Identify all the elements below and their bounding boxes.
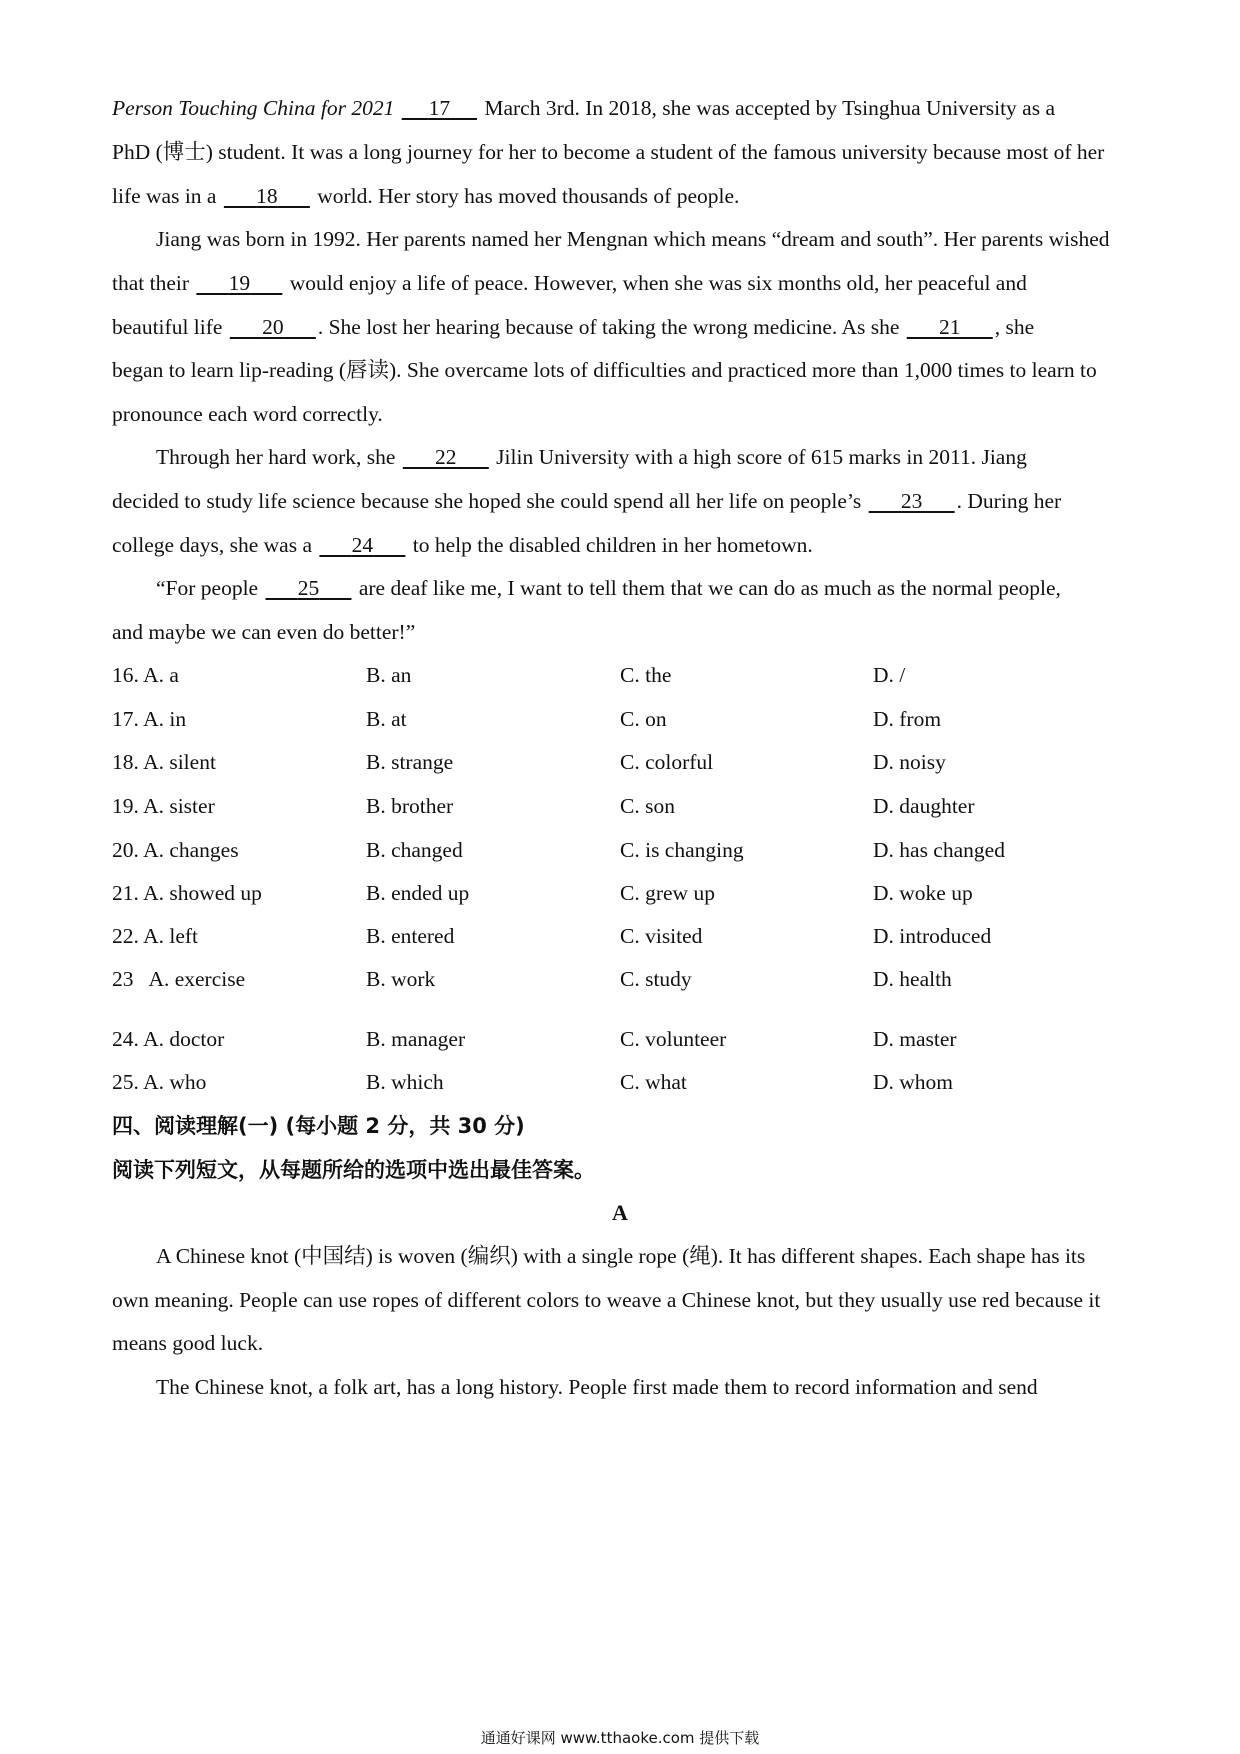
passage-line-10: decided to study life science because she hoped she could spend all her life on people’s 23 . During her <box>112 486 1061 516</box>
passage-line-4: Jiang was born in 1992. Her parents named her Mengnan which means “dream and south”. Her parents wished <box>156 227 1110 251</box>
option-a: 20. A. changes <box>112 838 239 862</box>
section-instruction: 阅读下列短文，从每题所给的选项中选出最佳答案。 <box>112 1158 595 1182</box>
option-b: B. ended up <box>366 881 470 905</box>
option-row-19 <box>0 791 1240 821</box>
option-d: D. daughter <box>873 794 975 818</box>
option-a: 24. A. doctor <box>112 1027 225 1051</box>
option-row-25 <box>0 1067 1240 1097</box>
passage-text: March 3rd. In 2018, she was accepted by Tsinghua University as a <box>484 96 1056 120</box>
option-a: 19. A. sister <box>112 794 215 818</box>
passage-a-line-3: means good luck. <box>112 1331 264 1355</box>
option-c: C. colorful <box>620 750 714 774</box>
option-a: 23 A. exercise <box>112 967 246 991</box>
option-c: C. grew up <box>620 881 715 905</box>
option-c: C. visited <box>620 924 703 948</box>
passage-a-line-4: The Chinese knot, a folk art, has a long history. People first made them to record information and send <box>156 1375 1038 1399</box>
passage-line-13: and maybe we can even do better!” <box>112 620 416 644</box>
blank-18: 18 <box>256 184 278 208</box>
option-a: 17. A. in <box>112 707 187 731</box>
option-b: B. changed <box>366 838 463 862</box>
option-a: 25. A. who <box>112 1070 207 1094</box>
option-a: 21. A. showed up <box>112 881 262 905</box>
option-row-18 <box>0 747 1240 777</box>
option-d: D. has changed <box>873 838 1005 862</box>
option-row-17 <box>0 704 1240 734</box>
option-b: B. manager <box>366 1027 466 1051</box>
option-d: D. noisy <box>873 750 946 774</box>
option-b: B. which <box>366 1070 444 1094</box>
option-a: 18. A. silent <box>112 750 216 774</box>
option-b: B. at <box>366 707 407 731</box>
italic-title: Person Touching China for 2021 <box>112 96 395 120</box>
option-b: B. brother <box>366 794 454 818</box>
option-d: D. introduced <box>873 924 992 948</box>
option-b: B. an <box>366 663 412 687</box>
option-a: 22. A. left <box>112 924 198 948</box>
option-c: C. study <box>620 967 692 991</box>
option-d: D. health <box>873 967 952 991</box>
blank-25: 25 <box>297 576 320 600</box>
option-a: 16. A. a <box>112 663 179 687</box>
passage-line-6: beautiful life 20 . She lost her hearing because of taking the wrong medicine. As she 21 , she <box>112 312 1034 342</box>
passage-line-9: Through her hard work, she 22 Jilin University with a high score of 615 marks in 2011. Jiang <box>156 442 1027 472</box>
passage-a-line-2: own meaning. People can use ropes of different colors to weave a Chinese knot, but they usually use red because it <box>112 1288 1101 1312</box>
option-row-21 <box>0 878 1240 908</box>
option-row-22 <box>0 921 1240 951</box>
option-b: B. strange <box>366 750 454 774</box>
option-c: C. son <box>620 794 675 818</box>
option-d: D. / <box>873 663 906 687</box>
option-c: C. the <box>620 663 672 687</box>
option-d: D. whom <box>873 1070 954 1094</box>
blank-19: 19 <box>228 271 251 295</box>
passage-title: A <box>612 1200 628 1225</box>
option-row-20 <box>0 835 1240 865</box>
option-b: B. entered <box>366 924 455 948</box>
section-heading: 四、阅读理解(一) (每小题 2 分，共 30 分) <box>112 1114 525 1138</box>
blank-20: 20 <box>262 315 284 339</box>
blank-21: 21 <box>939 315 961 339</box>
passage-line-3: life was in a 18 world. Her story has moved thousands of people. <box>112 181 739 211</box>
blank-17: 17 <box>428 96 451 120</box>
passage-a-line-1: A Chinese knot (中国结) is woven (编织) with a single rope (绳). It has different shapes. Each shape has its <box>156 1244 1086 1268</box>
blank-23: 23 <box>900 489 923 513</box>
passage-line-7: began to learn lip-reading (唇读). She overcame lots of difficulties and practiced more than 1,000 times to learn to <box>112 358 1097 382</box>
option-c: C. is changing <box>620 838 744 862</box>
option-row-24 <box>0 1024 1240 1054</box>
footer-watermark: 通通好课网 www.tthaoke.com 提供下载 <box>480 1729 760 1747</box>
option-row-16 <box>0 660 1240 690</box>
passage-line-8: pronounce each word correctly. <box>112 402 383 426</box>
option-c: C. what <box>620 1070 687 1094</box>
option-b: B. work <box>366 967 436 991</box>
passage-line-12: “For people 25 are deaf like me, I want to tell them that we can do as much as the normal people, <box>156 573 1061 603</box>
passage-line-11: college days, she was a 24 to help the disabled children in her hometown. <box>112 530 813 560</box>
blank-22: 22 <box>435 445 457 469</box>
option-d: D. master <box>873 1027 957 1051</box>
passage-line-2: PhD (博士) student. It was a long journey for her to become a student of the famous university because most of her <box>112 140 1105 164</box>
passage-line-1 <box>112 93 1055 123</box>
passage-line-5: that their 19 would enjoy a life of peace. However, when she was six months old, her peaceful and <box>112 268 1027 298</box>
option-d: D. from <box>873 707 942 731</box>
option-row-23 <box>0 964 1240 994</box>
option-c: C. on <box>620 707 667 731</box>
blank-24: 24 <box>351 533 374 557</box>
option-d: D. woke up <box>873 881 973 905</box>
option-c: C. volunteer <box>620 1027 727 1051</box>
